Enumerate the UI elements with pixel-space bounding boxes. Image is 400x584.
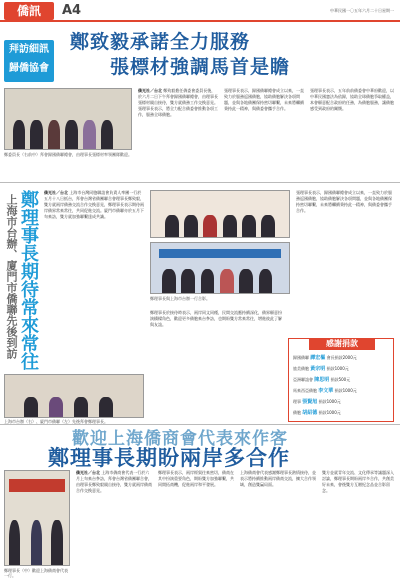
donor-name: 陳思明 xyxy=(314,377,330,383)
badge-line2: 歸僑協會 xyxy=(9,63,49,74)
badge-line1: 拜訪細訊 xyxy=(9,44,49,55)
bottom-headline-2: 鄭理事長期盼兩岸多合作 xyxy=(48,446,290,470)
donor-item xyxy=(293,376,350,383)
donor-role: 歸國僑聯 xyxy=(293,355,309,360)
donor-role: 理事 xyxy=(293,399,301,404)
top-story-col2: 張理事長表示，歸國僑聯總會成立以來，一直致力於服務返國僑胞，協助僑胞解決各項問題，並與各地僑團保持密切聯繫，未來將繼續秉持此一精神，與僑委會攜手合作。 xyxy=(224,88,304,111)
bottom-photo xyxy=(4,470,70,566)
donor-item xyxy=(293,365,349,372)
masthead xyxy=(0,0,400,22)
left-body: 上海市台灣同胞聯誼會負責人率團一行於五月十八日抵台，拜會台灣省僑團聯合會理事長鄭致毅，雙方就兩岸僑務交流合作交換意見，鄭理事長表示期待兩岸僑界常來常往，共同促進交流。廈門市僑聯亦於五月下旬來訪，雙方就加強聯繫達成共識。 xyxy=(44,190,144,219)
donor-heading: 感謝捐款 xyxy=(309,338,375,350)
top-story-col3: 張理事長表示，五年前前僑委會中華府歡迎，以中華民國憲法為依歸，協助全球僑胞爭取權益，本會願意配合政府的任務，為僑胞服務，讓僑胞感受到政府的關懷。 xyxy=(310,88,394,111)
left-title-b: 上海市台辦、廈門市僑聯先後到訪 xyxy=(5,194,18,359)
donor-item xyxy=(293,409,341,416)
bottom-col4: 雙方並就青年交流、文化傳承等議題深入討論，鄭理事長期盼兩岸多合作，共創美好未來，會後雙方互贈紀念品並合影留念。 xyxy=(322,470,394,493)
donor-role: 亞洲聯誼會 xyxy=(293,377,313,382)
bottom-headline xyxy=(20,424,394,470)
top-left-photo xyxy=(4,88,132,150)
donor-note: 捐款1000元 xyxy=(318,399,341,404)
donor-item xyxy=(293,398,341,405)
donor-note: 會長捐款2000元 xyxy=(326,355,357,360)
mid-story-body: 鄭理事長於接待時表示，兩岸同文同種，民間交流應持續深化，僑界願意扮演橋樑角色，歡迎更多僑胞來台參訪，也期盼雙方常來常往，增進彼此了解與友誼。 xyxy=(150,310,282,327)
donor-role: 僑胞 xyxy=(293,410,301,415)
top-story-col1 xyxy=(138,88,218,176)
bottom-byline: 僑光社／台北 xyxy=(76,470,100,475)
middle-photo-caption: 鄭理事長與上海市台辦一行合影。 xyxy=(150,296,210,301)
page-section: A4 xyxy=(62,3,82,18)
top-byline: 僑光社／台北 xyxy=(138,88,162,93)
donor-role: 旅美僑胞 xyxy=(293,366,309,371)
left-story-body xyxy=(44,190,144,370)
donor-item xyxy=(293,354,357,361)
donor-name: 胡紹德 xyxy=(302,410,318,416)
newspaper-logo: 僑訊 xyxy=(4,2,54,20)
donor-name: 張賢旭 xyxy=(302,399,318,405)
left-byline: 僑光社／台北 xyxy=(44,190,68,195)
top-headline-2: 張標材強調馬首是瞻 xyxy=(110,56,291,78)
left-lower-photo xyxy=(4,374,144,418)
bottom-col3: 上海僑商會代表感謝鄭理事長熱情接待，並表示將持續推動兩岸僑商交流，擴大合作領域，創造雙贏局面。 xyxy=(240,470,316,487)
donor-note: 捐款1000元 xyxy=(318,410,341,415)
left-lower-caption: 上海市台辦（右）、廈門市僑聯（左）先後拜會鄭理事長。 xyxy=(4,419,108,424)
divider-top xyxy=(0,182,400,183)
middle-photo-1 xyxy=(150,190,290,238)
donor-note: 捐款500元 xyxy=(330,377,351,382)
donor-note: 捐款1000元 xyxy=(326,366,349,371)
bottom-col2: 鄭理事長表示，兩岸經貿往來密切，僑商在其中扮演重要角色，期盼雙方加強聯繫，共同開拓商機，促進兩岸和平發展。 xyxy=(158,470,234,487)
bottom-photo-caption: 鄭理事長（中）歡迎上海僑商會代表一行。 xyxy=(4,568,68,578)
top-headline-1: 鄭致毅承諾全力服務 xyxy=(70,31,251,53)
donor-name: 黃宗明 xyxy=(310,366,326,372)
left-title-a: 鄭理事長期待常來常往 xyxy=(18,190,39,370)
donor-item xyxy=(293,387,357,394)
top-photo-caption: 鄭委員長（右前中）拜會歸國僑聯總會，由理事長張標材率領團隊歡迎。 xyxy=(4,152,132,157)
donor-note: 捐款1000元 xyxy=(334,388,357,393)
middle-photo-2 xyxy=(150,242,290,294)
donor-box xyxy=(288,338,394,422)
donor-name: 譚宏樞 xyxy=(310,355,326,361)
donor-role: 馬來西亞僑胞 xyxy=(293,388,317,393)
bottom-body-1: 上海市僑商會代表一行於六月上旬來台參訪，拜會台灣省僑團聯合會，由理事長鄭致毅親自接待，雙方就兩岸僑商合作交換意見。 xyxy=(76,470,152,493)
issue-date: 中華民國一〇五年六月二十日星期一 xyxy=(330,8,394,13)
donor-name: 李文華 xyxy=(318,388,334,394)
top-body-1: 鄭致毅擔任僑委會委員長後，於六月二日下午拜會歸國僑聯總會，由理事長張標材親自接待，雙方就僑務工作交換意見。張理事長表示，將全力配合僑委會推動各項工作，服務全球僑胞。 xyxy=(138,88,218,117)
column-badge xyxy=(4,40,54,82)
bottom-headline-1: 歡迎上海僑商會代表來作客 xyxy=(72,429,288,449)
bottom-col1 xyxy=(76,470,152,578)
right-col-text: 張理事長表示，歸國僑聯總會成立以來，一直致力於服務返國僑胞，協助僑胞解決各項問題，並與各地僑團保持密切聯繫，未來將繼續秉持此一精神，與僑委會攜手合作。 xyxy=(296,190,392,213)
